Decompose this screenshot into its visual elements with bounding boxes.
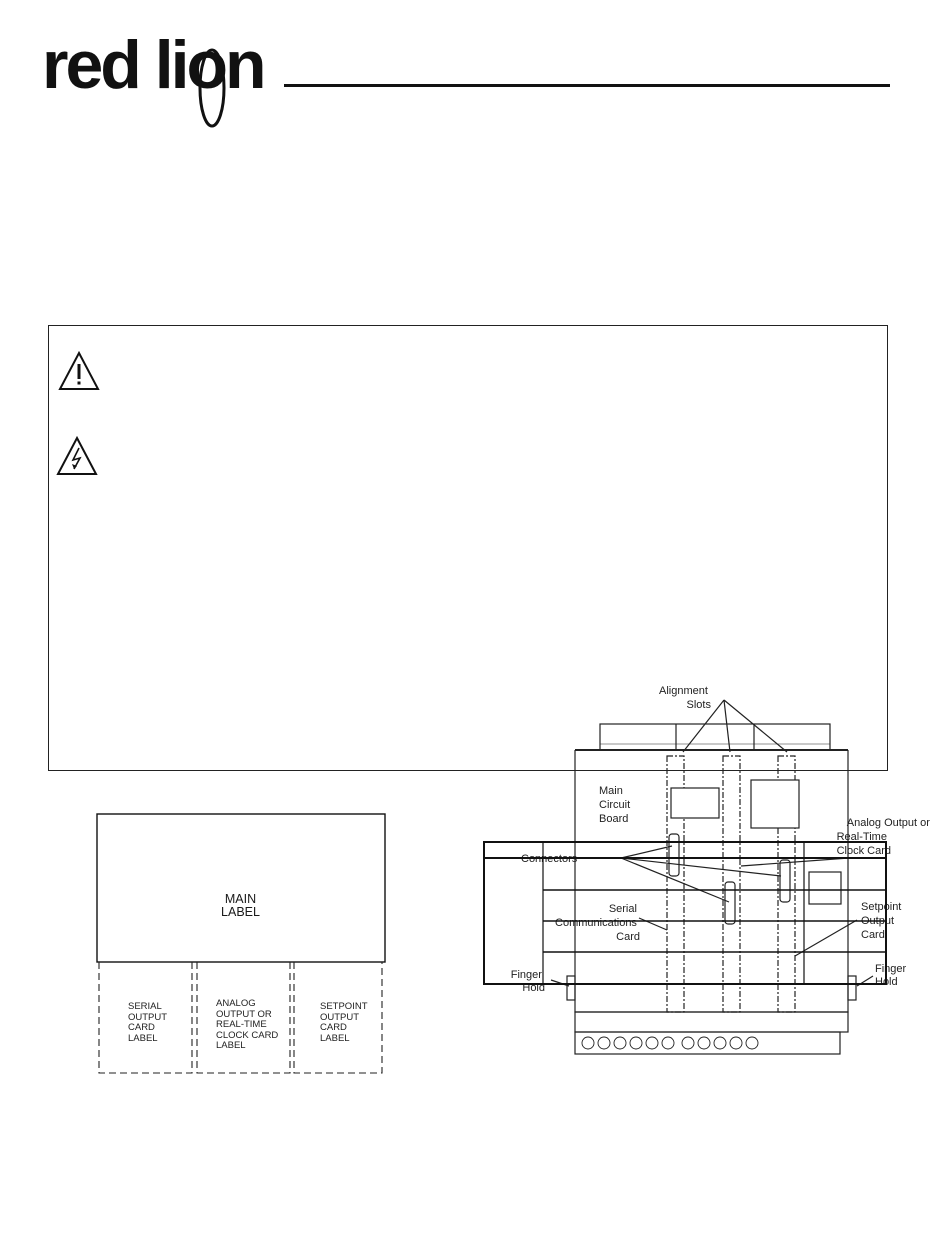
main-board-callout: Main Circuit Board bbox=[599, 785, 631, 825]
red-lion-logo bbox=[42, 26, 282, 130]
connectors-callout: Connectors bbox=[521, 853, 578, 865]
main-label-text: MAIN LABEL bbox=[221, 892, 260, 919]
header-rule bbox=[284, 84, 890, 87]
parts-table bbox=[483, 841, 888, 986]
caution-triangle-icon bbox=[57, 350, 101, 392]
analog-card-callout: Analog Output or Real-Time Clock Card bbox=[836, 817, 930, 857]
serial-label-text: SERIAL OUTPUT CARD LABEL bbox=[128, 1001, 168, 1044]
serial-card-callout: Serial Communications Card bbox=[555, 903, 640, 943]
setpoint-card-callout: Setpoint Output Card bbox=[861, 901, 902, 941]
setpoint-label-text: SETPOINT OUTPUT CARD LABEL bbox=[320, 1001, 368, 1044]
main-label-box bbox=[97, 814, 385, 962]
alignment-slots-callout: Alignment Slots bbox=[659, 685, 711, 711]
electric-shock-triangle-icon bbox=[55, 435, 99, 477]
finger-hold-left-callout: Finger Hold bbox=[510, 969, 545, 994]
logo-wordmark: red lion bbox=[42, 27, 264, 103]
finger-hold-right-callout: Finger Hold bbox=[875, 963, 907, 988]
analog-label-text: ANALOG OUTPUT OR REAL-TIME CLOCK CARD LABEL bbox=[216, 998, 279, 1051]
